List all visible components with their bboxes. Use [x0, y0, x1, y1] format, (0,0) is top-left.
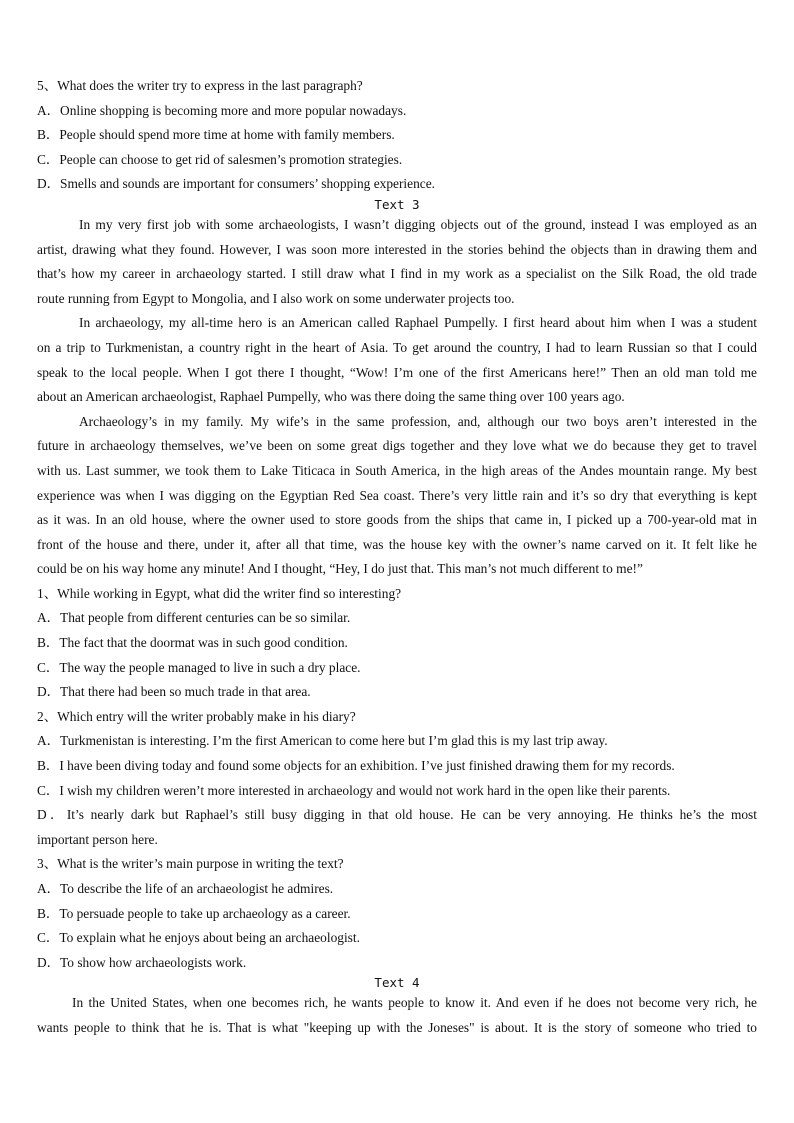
option: B．People should spend more time at home with family members. [37, 127, 395, 143]
question: 3、What is the writer’s main purpose in writing the text? [37, 856, 344, 872]
section-heading-text-4: Text 4 [374, 975, 420, 991]
option: C．To explain what he enjoys about being an archaeologist. [37, 930, 360, 946]
question: 2、Which entry will the writer probably make in his diary? [37, 708, 356, 724]
question-5: 5、What does the writer try to express in the last paragraph? [37, 78, 363, 93]
option: A．Online shopping is becoming more and more popular nowadays. [37, 102, 407, 118]
paragraph-line: as it was. In an old house, where the owner used to store goods from the ships that came in, I picked up a 700-year-old mat in [37, 512, 757, 528]
paragraph-line: future in archaeology themselves, we’ve been on some great digs together and they love what we do because they get to travel [37, 438, 757, 454]
section-heading-text-3: Text 3 [374, 196, 420, 212]
paragraph-line: route running from Egypt to Mongolia, and I also work on some underwater projects too. [37, 290, 515, 306]
paragraph-line: about an American archaeologist, Raphael Pumpelly, who was there doing the same thing over 100 years ago. [37, 389, 625, 405]
paragraph-line: experience was when I was digging on the Egyptian Red Sea coast. There’s very little rain and it’s so dry that everything is kept [37, 487, 757, 503]
paragraph-line: wants people to think that he is. That is what "keeping up with the Joneses" is about. It is the story of someone who tried to [37, 1019, 757, 1035]
paragraph-line: In archaeology, my all-time hero is an American called Raphael Pumpelly. I first heard about him when I was a student [79, 315, 757, 331]
option: C．The way the people managed to live in such a dry place. [37, 659, 361, 675]
paragraph-line: that’s how my career in archaeology started. I still draw what I find in my work as a specialist on the Silk Road, the old trade [37, 266, 757, 282]
document-content [37, 74, 757, 1041]
paragraph-line: on a trip to Turkmenistan, a country right in the heart of Asia. To get around the country, I had to learn Russian so that I could [37, 339, 757, 355]
paragraph-line: Archaeology’s in my family. My wife’s in the same profession, and, although our two boys aren’t interested in the [79, 413, 757, 429]
paragraph-line: speak to the local people. When I got there I thought, “Wow! I’m one of the first Americans here!” Then an old man told me [37, 364, 757, 380]
option: A．That people from different centuries can be so similar. [37, 610, 351, 626]
paragraph-line: In my very first job with some archaeologists, I wasn’t digging objects out of the ground, instead I was employed as an [79, 216, 757, 232]
option: A．Turkmenistan is interesting. I’m the first American to come here but I’m glad this is my last trip away. [37, 733, 608, 749]
option: A．To describe the life of an archaeologist he admires. [37, 881, 334, 896]
option: C．People can choose to get rid of salesmen’s promotion strategies. [37, 151, 403, 167]
option: D．It’s nearly dark but Raphael’s still busy digging in that old house. He can be very annoying. He thinks he’s the most [37, 807, 757, 823]
option: important person here. [37, 831, 158, 847]
option: D．To show how archaeologists work. [37, 954, 247, 970]
question: 1、While working in Egypt, what did the writer find so interesting? [37, 585, 402, 601]
option: D．That there had been so much trade in that area. [37, 684, 311, 700]
paragraph-line: with us. Last summer, we took them to Lake Titicaca in South America, in the high areas of the Andes mountain range. My best [37, 462, 757, 478]
paragraph-line: could be on his way home any minute! And I thought, “Hey, I do just that. This man’s not much different to me!” [37, 561, 643, 577]
paragraph-line: artist, drawing what they found. However, I was soon more interested in the stories behind the objects than in drawing them and [37, 241, 757, 257]
paragraph-line: In the United States, when one becomes rich, he wants people to know it. And even if he does not become very rich, he [72, 995, 757, 1011]
option: B．To persuade people to take up archaeology as a career. [37, 905, 351, 921]
option: B．The fact that the doormat was in such good condition. [37, 635, 348, 651]
option: D．Smells and sounds are important for consumers’ shopping experience. [37, 176, 436, 192]
paragraph-line: front of the house and there, under it, after all that time, was the house key with the owner’s name carved on it. It felt like he [37, 536, 757, 552]
option: C．I wish my children weren’t more interested in archaeology and would not work hard in the open like their parents. [37, 782, 671, 798]
option: B．I have been diving today and found some objects for an exhibition. I’ve just finished drawing them for my records. [37, 758, 675, 774]
